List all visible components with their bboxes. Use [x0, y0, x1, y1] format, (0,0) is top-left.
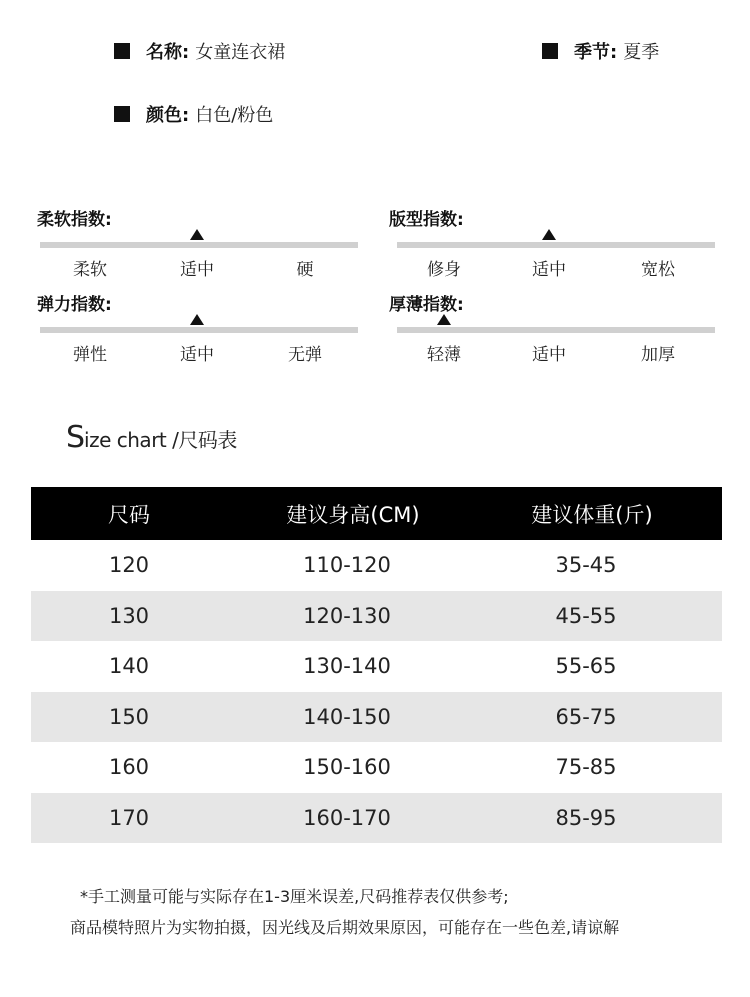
- product-color-label: 颜色:: [146, 105, 190, 126]
- index-label: 适中: [532, 345, 566, 365]
- table-cell-size: 120: [108, 553, 150, 578]
- size-chart-title: [66, 420, 237, 455]
- table-row: [31, 793, 722, 844]
- table-cell-height: 130-140: [303, 654, 391, 679]
- index-marker-icon: [437, 314, 451, 325]
- product-name-row: [114, 38, 285, 64]
- table-cell-height: 160-170: [303, 805, 391, 830]
- index-scale-bar: [397, 242, 715, 248]
- product-color-value: 白色/粉色: [195, 105, 274, 126]
- table-row: [31, 591, 722, 642]
- product-season-value: 夏季: [623, 42, 660, 63]
- index-label: 轻薄: [427, 345, 461, 365]
- index-label: 弹性: [73, 345, 107, 365]
- table-row: [31, 742, 722, 793]
- color-difference-note: 商品模特照片为实物拍摄，因光线及后期效果原因，可能存在一些色差,请谅解: [70, 918, 620, 937]
- index-marker-icon: [542, 229, 556, 240]
- product-name-label: 名称:: [146, 42, 190, 63]
- size-table: [31, 487, 722, 843]
- product-color-row: [114, 101, 273, 127]
- table-cell-height: 150-160: [303, 755, 391, 780]
- index-label: 无弹: [288, 345, 322, 365]
- size-chart-title-rest: ize chart /尺码表: [84, 428, 237, 452]
- table-row: [31, 641, 722, 692]
- table-cell-size: 170: [108, 805, 150, 830]
- size-chart-title-initial: S: [66, 420, 85, 455]
- product-season-label: 季节:: [574, 42, 618, 63]
- index-title: 柔软指数:: [37, 210, 112, 230]
- table-cell-size: 130: [108, 603, 150, 628]
- product-name-value: 女童连衣裙: [195, 42, 286, 63]
- index-title: 弹力指数:: [37, 295, 112, 315]
- index-title: 厚薄指数:: [389, 295, 464, 315]
- bullet-square-icon: [114, 43, 130, 59]
- index-title: 版型指数:: [389, 210, 464, 230]
- index-marker-icon: [190, 229, 204, 240]
- bullet-square-icon: [114, 106, 130, 122]
- table-cell-weight: 45-55: [555, 603, 617, 628]
- product-season-row: [542, 38, 659, 64]
- index-marker-icon: [190, 314, 204, 325]
- table-cell-weight: 35-45: [555, 553, 617, 578]
- index-label: 修身: [427, 260, 461, 280]
- index-scale-bar: [397, 327, 715, 333]
- table-cell-weight: 85-95: [555, 805, 617, 830]
- table-cell-size: 160: [108, 755, 150, 780]
- index-label: 硬: [296, 260, 314, 280]
- index-label: 适中: [180, 260, 214, 280]
- table-cell-size: 140: [108, 654, 150, 679]
- table-cell-height: 140-150: [303, 704, 391, 729]
- table-header-row: [31, 487, 722, 540]
- table-cell-size: 150: [108, 704, 150, 729]
- table-cell-height: 110-120: [303, 553, 391, 578]
- table-cell-weight: 55-65: [555, 654, 617, 679]
- index-label: 适中: [180, 345, 214, 365]
- index-label: 柔软: [73, 260, 107, 280]
- column-header-size: 尺码: [108, 502, 150, 527]
- column-header-weight: 建议体重(斤): [531, 502, 653, 527]
- table-cell-weight: 75-85: [555, 755, 617, 780]
- table-row: [31, 540, 722, 591]
- index-label: 适中: [532, 260, 566, 280]
- index-label: 宽松: [641, 260, 675, 280]
- measurement-note: *手工测量可能与实际存在1-3厘米误差,尺码推荐表仅供参考;: [80, 887, 509, 906]
- index-scale-bar: [40, 242, 358, 248]
- index-scale-bar: [40, 327, 358, 333]
- table-row: [31, 692, 722, 743]
- table-cell-height: 120-130: [303, 603, 391, 628]
- column-header-height: 建议身高(CM): [286, 502, 420, 527]
- index-label: 加厚: [641, 345, 675, 365]
- bullet-square-icon: [542, 43, 558, 59]
- table-cell-weight: 65-75: [555, 704, 617, 729]
